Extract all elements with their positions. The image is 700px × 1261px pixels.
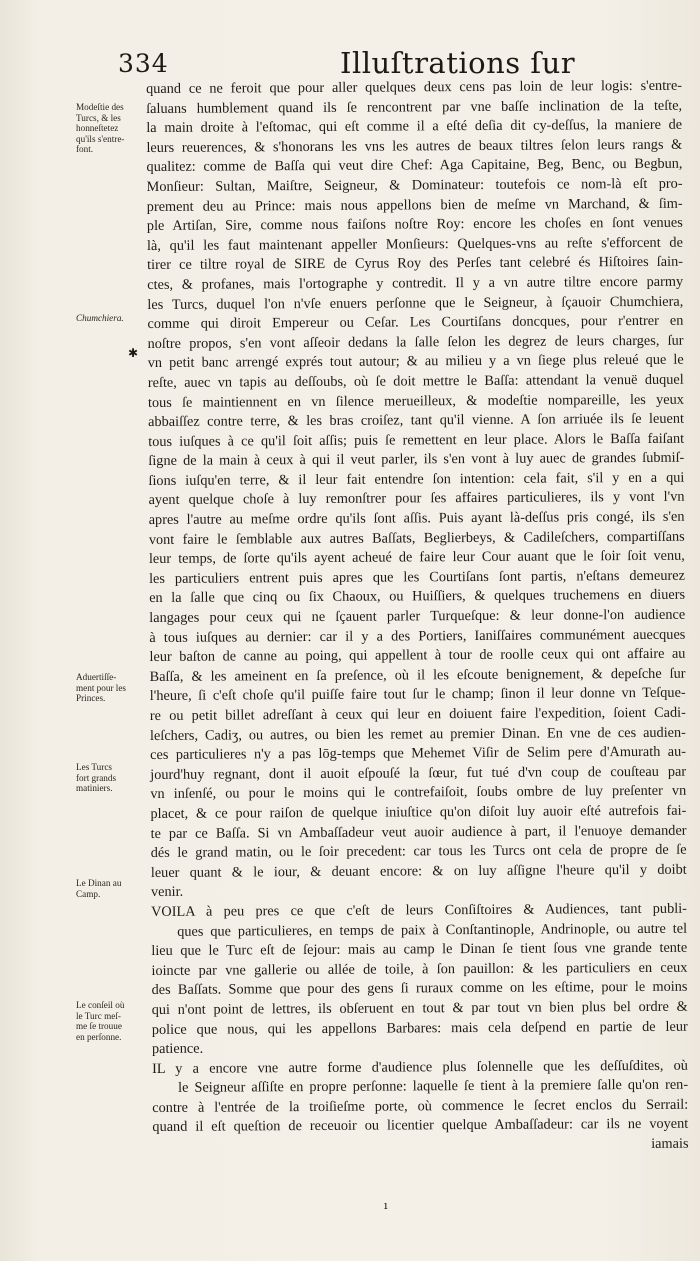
margin-note-chumchiera (76, 313, 144, 324)
margin-note-line: le Turc meſ- (76, 1010, 121, 1021)
text-line: leurs reuerences, & s'honorans les vns les autres de beaux tiltres ſelon leurs rangs & (146, 136, 683, 156)
text-line: tous ſe maintiennent en vn ſilence merueilleux, & modeſtie nompareille, les yeux (147, 391, 684, 411)
margin-note-line: matiniers. (76, 783, 113, 793)
margin-note-line: en perſonne. (76, 1031, 122, 1042)
margin-note-line: Chumchiera. (76, 313, 124, 323)
text-line: ayent quelque choſe à luy remonſtrer pour ſes affaires particulieres, ils y vont l'vn (148, 489, 685, 509)
margin-note-line: ment pour les (76, 682, 127, 693)
text-line: l'heure, ſi c'eſt choſe qu'il puiſſe faire tout ſur le champ; ſinon il leur donne vn Teſque- (149, 685, 686, 705)
text-line: re ou petit billet adreſſant à ceux qui leur en doiuent faire l'expedition, ſoient Cadi- (149, 704, 686, 724)
margin-note-line: Turcs, & les (76, 112, 121, 123)
text-line: en la ſalle que cinq ou ſix Chaoux, ou Huiſſiers, & quelques truchemens en diuers (149, 587, 686, 607)
text-line: la main droite à l'eſtomac, qui eſt comme il a eſté deſia dit cy-deſſus, la maniere de (146, 116, 683, 137)
text-line: te par ce Baſſa. Si vn Ambaſſadeur veut auoir audience à part, il l'enuoye demander (150, 822, 687, 842)
text-line: là, qu'il les faut maintenant appeller Monſieurs: Quelques-vns au reſte s'efforcent de (146, 234, 683, 254)
text-line: des Baſſats. Somme que pour des gens ſi ruraux comme on les eſtime, pour le moins (151, 979, 688, 999)
text-line: lieu que le Turc eſt de ſejour: mais au camp le Dinan ſe tient ſous vne grande tente (151, 939, 688, 960)
text-line: ſigne de la main à ceux à qui il veut parler, ils s'en vont à luy auec de grandes ſubmiſ- (148, 450, 685, 470)
margin-note-line: Le Dinan au (76, 878, 122, 888)
signature-mark: ı (384, 1199, 388, 1212)
text-line: prement deu au Prince: mais nous appellons bien de meſme vn Marchand, & ſim- (146, 195, 683, 215)
margin-note-line: honneſtetez (76, 123, 119, 133)
margin-note-line: Le conſeil où (76, 1000, 125, 1010)
text-line: à tous iuſques au dernier: car il y a des Portiers, Ianiſſaires communément auecques (149, 626, 686, 646)
text-line: leſchers, Cadiʒ, ou autres, ou bien les remet au premier Dinan. En vne de ces audien- (149, 724, 686, 744)
text-line: les Turcs, duquel l'on n'vſe enuers perſonne que le Seigneur, à ſçauoir Chumchiera, (147, 293, 684, 313)
text-line: vont faire le ſemblable aux autres Baſſats, Beglierbeys, & Cadileſchers, compartiſſans (148, 528, 685, 548)
margin-note-line: Les Turcs (76, 762, 112, 772)
text-line: quand ce ne feroit que pour aller quelques deux cens pas loin de leur logis: s'entre- (146, 77, 683, 97)
text-line: noſtre propos, s'en vont aſſeoir dedans la ſalle ſelon les degrez de leurs charges, ſur (147, 332, 684, 352)
margin-note-line: font. (76, 144, 94, 154)
text-line: langages pour ceux qui ne ſçauent parler Turqueſque: & leur donne-l'on audience (149, 606, 686, 627)
text-line: placet, & ce pour raiſon de quelque iniuſtice qu'on diſoit luy auoir eſté autrefois fai- (150, 802, 687, 822)
text-line: tous iuſques à ce qu'il ſoit aſſis; puis ſe remettent en leur place. Alors le Baſſa faiſant (148, 430, 685, 450)
margin-note-line: me ſe trouue (76, 1021, 122, 1031)
text-line: vn inſenſé, ou pour le moins qui le contrefaiſoit, ſoubs ombre de luy preſenter vn (150, 783, 687, 803)
text-line: leur baſton de canne au poing, qui appellent à tour de roolle ceux qui ont affaire au (149, 645, 686, 666)
margin-note-line: Camp. (76, 888, 101, 899)
text-line: Monſieur: Sultan, Maiſtre, Seigneur, & Dominateur: toutefois ce nom-là eſt pro- (146, 175, 683, 195)
catchword: iamais (651, 1135, 689, 1152)
text-line: contre à l'entrée de la troiſieſme porte, où commence le ſecret enclos du Serrail: (152, 1096, 689, 1116)
text-line: dés le grand matin, ou le ſoir precedent: car tous les Turcs ont cela de propre de ſe (150, 841, 687, 862)
text-line: ſaluans humblement quand ils ſe rencontrent par vne baſſe inclination de la teſte, (146, 97, 683, 117)
text-line: ques que particulieres, en temps de paix à Conſtantinople, Andrinople, ou autre tel (177, 920, 688, 940)
text-line: ioincte par vne gallerie ou allée de toile, à ſon pauillon: & les particuliers en ceux (151, 959, 688, 979)
text-line: qui n'ont point de lettres, ils obſeruent en tout & par tout vn bien plus bel ordre & (151, 998, 688, 1018)
margin-note-line: Modeſtie des (76, 102, 124, 112)
margin-note-line: Aduertiſſe- (76, 672, 117, 682)
margin-note-matiniers (76, 762, 144, 794)
margin-note-line: Princes. (76, 693, 106, 703)
margin-note-line: fort grands (76, 772, 117, 783)
margin-note-dinan (76, 878, 144, 899)
text-line: leur temps, de ſorte qu'ils ayent acheué de faire leur Cour auant que le ſoir ſoit venu, (148, 547, 685, 568)
text-line: venir. (150, 884, 184, 901)
text-line: reſte, auec vn tapis au deſſoubs, où ſe doit mettre le Baſſa: attendant la venuë duquel (147, 371, 684, 391)
asterisk-mark: ✱ (128, 346, 139, 360)
text-line: ſions iuſqu'en terre, & il leur fait entendre ſon intention: cela fait, s'il y en a qui (148, 469, 685, 489)
body-text (146, 77, 689, 1158)
text-line: apres l'autre au meſme ordre qu'ils ſont aſſis. Puis ayant là-deſſus pris congé, ils s'en (148, 508, 685, 529)
text-line: vn petit banc arrengé exprés tout autour; & au milieu y a vn ſiege plus releué que le (147, 352, 684, 372)
text-line: comme qui diroit Empereur ou Ceſar. Les Courtiſans doncques, pour r'entrer en (147, 312, 684, 333)
text-line: leuer quant & le iour, & deuant encore: & on luy aſſigne l'heure qu'il y doibt (150, 861, 687, 881)
text-line: ces particulieres n'y a pas lōg-temps que Mehemet Viſir de Selim pere d'Amurath au- (150, 743, 687, 764)
running-title: Illuſtrations ſur (340, 46, 576, 80)
text-line: Baſſa, & les ameinent en ſa preſence, où il les eſcoute benignement, & depeſche ſur (149, 665, 686, 685)
margin-note-modestie (76, 102, 144, 155)
text-line: IL y a encore vne autre forme d'audience plus ſolennelle que les deſſuſdites, où (151, 1057, 688, 1077)
margin-note-line: qu'ils s'entre- (76, 133, 125, 144)
text-line: police que nous, qui les appellons Barbares: mais cela deſpend en partie de leur (151, 1018, 688, 1038)
text-line: abbaiſſez contre terre, & les bras croiſez, tant qu'il vienne. A ſon arriuée ils ſe leuent (148, 410, 685, 431)
text-line: quand il eſt queſtion de receuoir ou licentier quelque Ambaſſadeur: car ils ne voyent (152, 1116, 689, 1136)
text-line: les particuliers entrent puis apres que les Courtiſans ſont partis, n'eſtans demeurez (148, 567, 685, 587)
text-line: le Seigneur aſſiſte en propre perſonne: laquelle ſe tient à la premiere ſalle qu'on ren- (178, 1076, 689, 1097)
text-line: ple Artiſan, Sire, comme nous faiſons noſtre Roy: encore les choſes en ſont venues (146, 214, 683, 235)
page-header (118, 46, 678, 80)
text-line: qualitez: comme de Baſſa qui veut dire Chef: Aga Capitaine, Beg, Benc, ou Begbun, (146, 156, 683, 176)
text-line: VOILA à peu pres ce que c'eſt de leurs Conſiſtoires & Audiences, tant publi- (151, 900, 687, 920)
page-number: 334 (118, 49, 169, 78)
text-line: patience. (151, 1040, 204, 1058)
text-line: tirer ce tiltre royal de SIRE de Cyrus Roy des Perſes tant celebré és Hiſtoires ſain- (147, 254, 684, 274)
margin-note-aduertissement (76, 672, 144, 704)
text-line: ctes, & profanes, mais l'ortographe y contredit. Il y a vn autre tiltre encore parmy (147, 273, 684, 293)
margin-note-conseil (76, 1000, 144, 1042)
text-line: jourd'huy regnant, dont il auoit eſpouſé la ſœur, fut tué d'vn coup de couſteau par (150, 763, 687, 783)
